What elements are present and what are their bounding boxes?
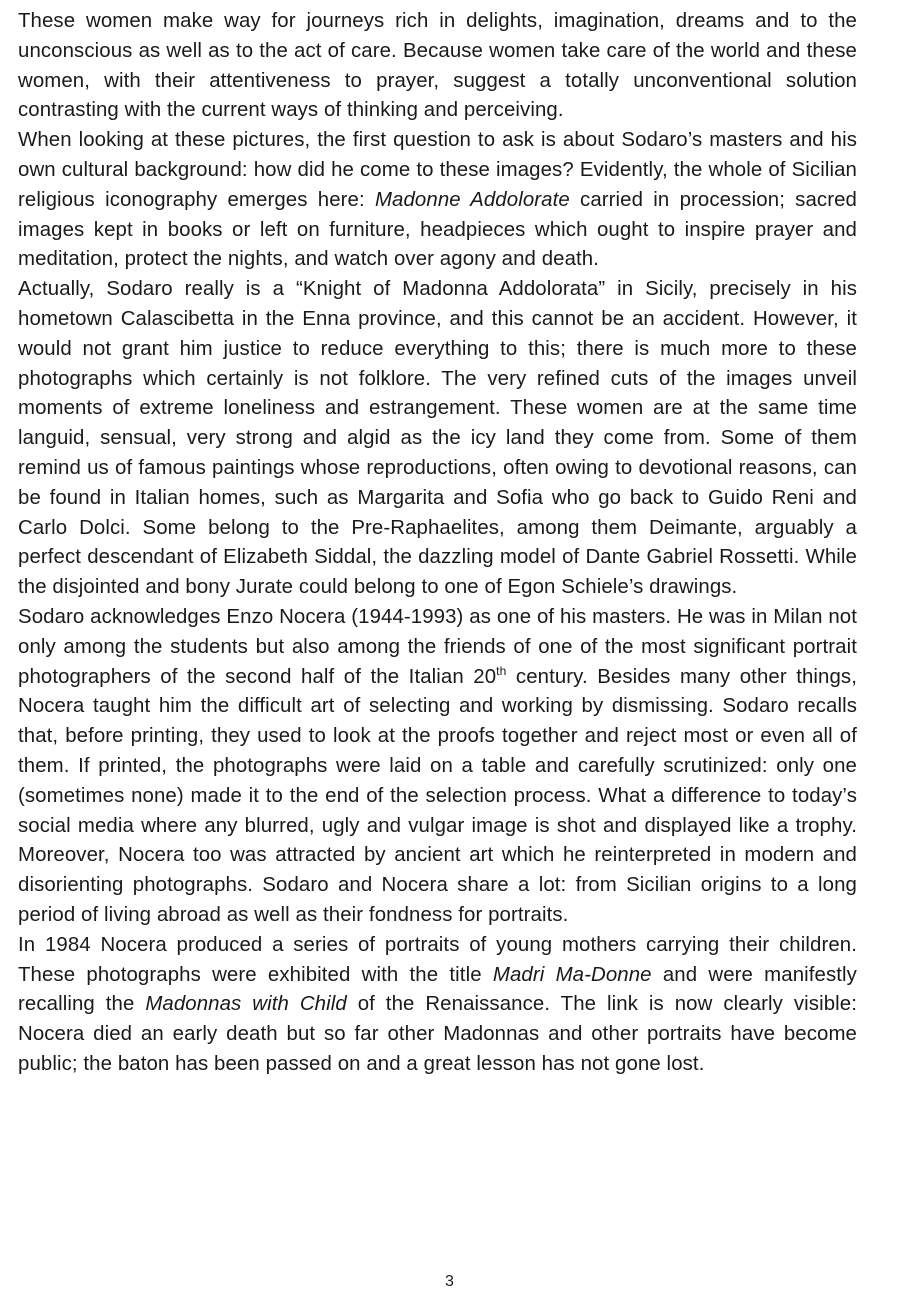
ordinal-superscript: th [496, 663, 507, 678]
paragraph-1 [18, 7, 857, 126]
italic-title-madonnas-with-child: Madonnas with Child [145, 993, 347, 1016]
paragraph-4 [18, 603, 857, 931]
page-number: 3 [445, 1273, 454, 1290]
paragraph-2 [18, 126, 857, 275]
paragraph-2-text-b: carried in procession; sacred images kept in books or left on furniture, headpieces which ought to inspire prayer and meditation, protect the nights, and watch over agony and death. [18, 188, 857, 271]
paragraph-5 [18, 931, 857, 1080]
paragraph-2-text-a: When looking at these pictures, the first question to ask is about Sodaro’s masters and his own cultural background: how did he come to these images? Evidently, the whole of Sicilian religious iconography emerges here: [18, 129, 857, 211]
paragraph-4-text-b: century. Besides many other things, Nocera taught him the difficult art of selecting and working by dismissing. Sodaro recalls that, before printing, they used to look at the proofs together and reject most or even all of them. If printed, the photographs were laid on a table and carefully scrutinized: only one (sometimes none) made it to the end of the selection process. What a difference to today’s social media where any blurred, ugly and vulgar image is shot and displayed like a trophy. Moreover, Nocera too was attracted by ancient art which he reinterpreted in modern and disorienting photographs. Sodaro and Nocera share a lot: from Sicilian origins to a long period of living abroad as well as their fondness for portraits. [18, 665, 857, 926]
paragraph-5-text-b: and were manifestly recalling the [18, 963, 857, 1016]
paragraph-5-text-c: of the Renaissance. The link is now clearly visible: Nocera died an early death but so far other Madonnas and other portraits have become public; the baton has been passed on and a great lesson has not gone lost. [18, 993, 857, 1075]
italic-title-madonne-addolorate: Madonne Addolorate [374, 188, 570, 211]
italic-title-madri-ma-donne: Madri Ma-Donne [492, 963, 652, 986]
paragraph-1-text: These women make way for journeys rich in delights, imagination, dreams and to the unconscious as well as to the act of care. Because women take care of the world and these women, with their attentiveness to prayer, suggest a totally unconventional solution contrasting with the current ways of thinking and perceiving. [18, 10, 857, 122]
paragraph-3 [18, 275, 857, 603]
paragraph-5-text-a: In 1984 Nocera produced a series of portraits of young mothers carrying their children. These photographs were exhibited with the title [18, 933, 857, 986]
document-body [18, 7, 857, 1080]
paragraph-4-text-a: Sodaro acknowledges Enzo Nocera (1944-1993) as one of his masters. He was in Milan not only among the students but also among the friends of one of the most significant portrait photographers of the second half of the Italian 20 [18, 605, 857, 688]
paragraph-3-text: Actually, Sodaro really is a “Knight of Madonna Addolorata” in Sicily, precisely in his hometown Calascibetta in the Enna province, and this cannot be an accident. However, it would not grant him justice to reduce everything to this; there is much more to these photographs which certainly is not folklore. The very refined cuts of the images unveil moments of extreme loneliness and estrangement. These women are at the same time languid, sensual, very strong and algid as the icy land they come from. Some of them remind us of famous paintings whose reproductions, often owing to devotional reasons, can be found in Italian homes, such as Margarita and Sofia who go back to Guido Reni and Carlo Dolci. Some belong to the Pre-Raphaelites, among them Deimante, arguably a perfect descendant of Elizabeth Siddal, the dazzling model of Dante Gabriel Rossetti. While the disjointed and bony Jurate could belong to one of Egon Schiele’s drawings. [18, 278, 857, 599]
